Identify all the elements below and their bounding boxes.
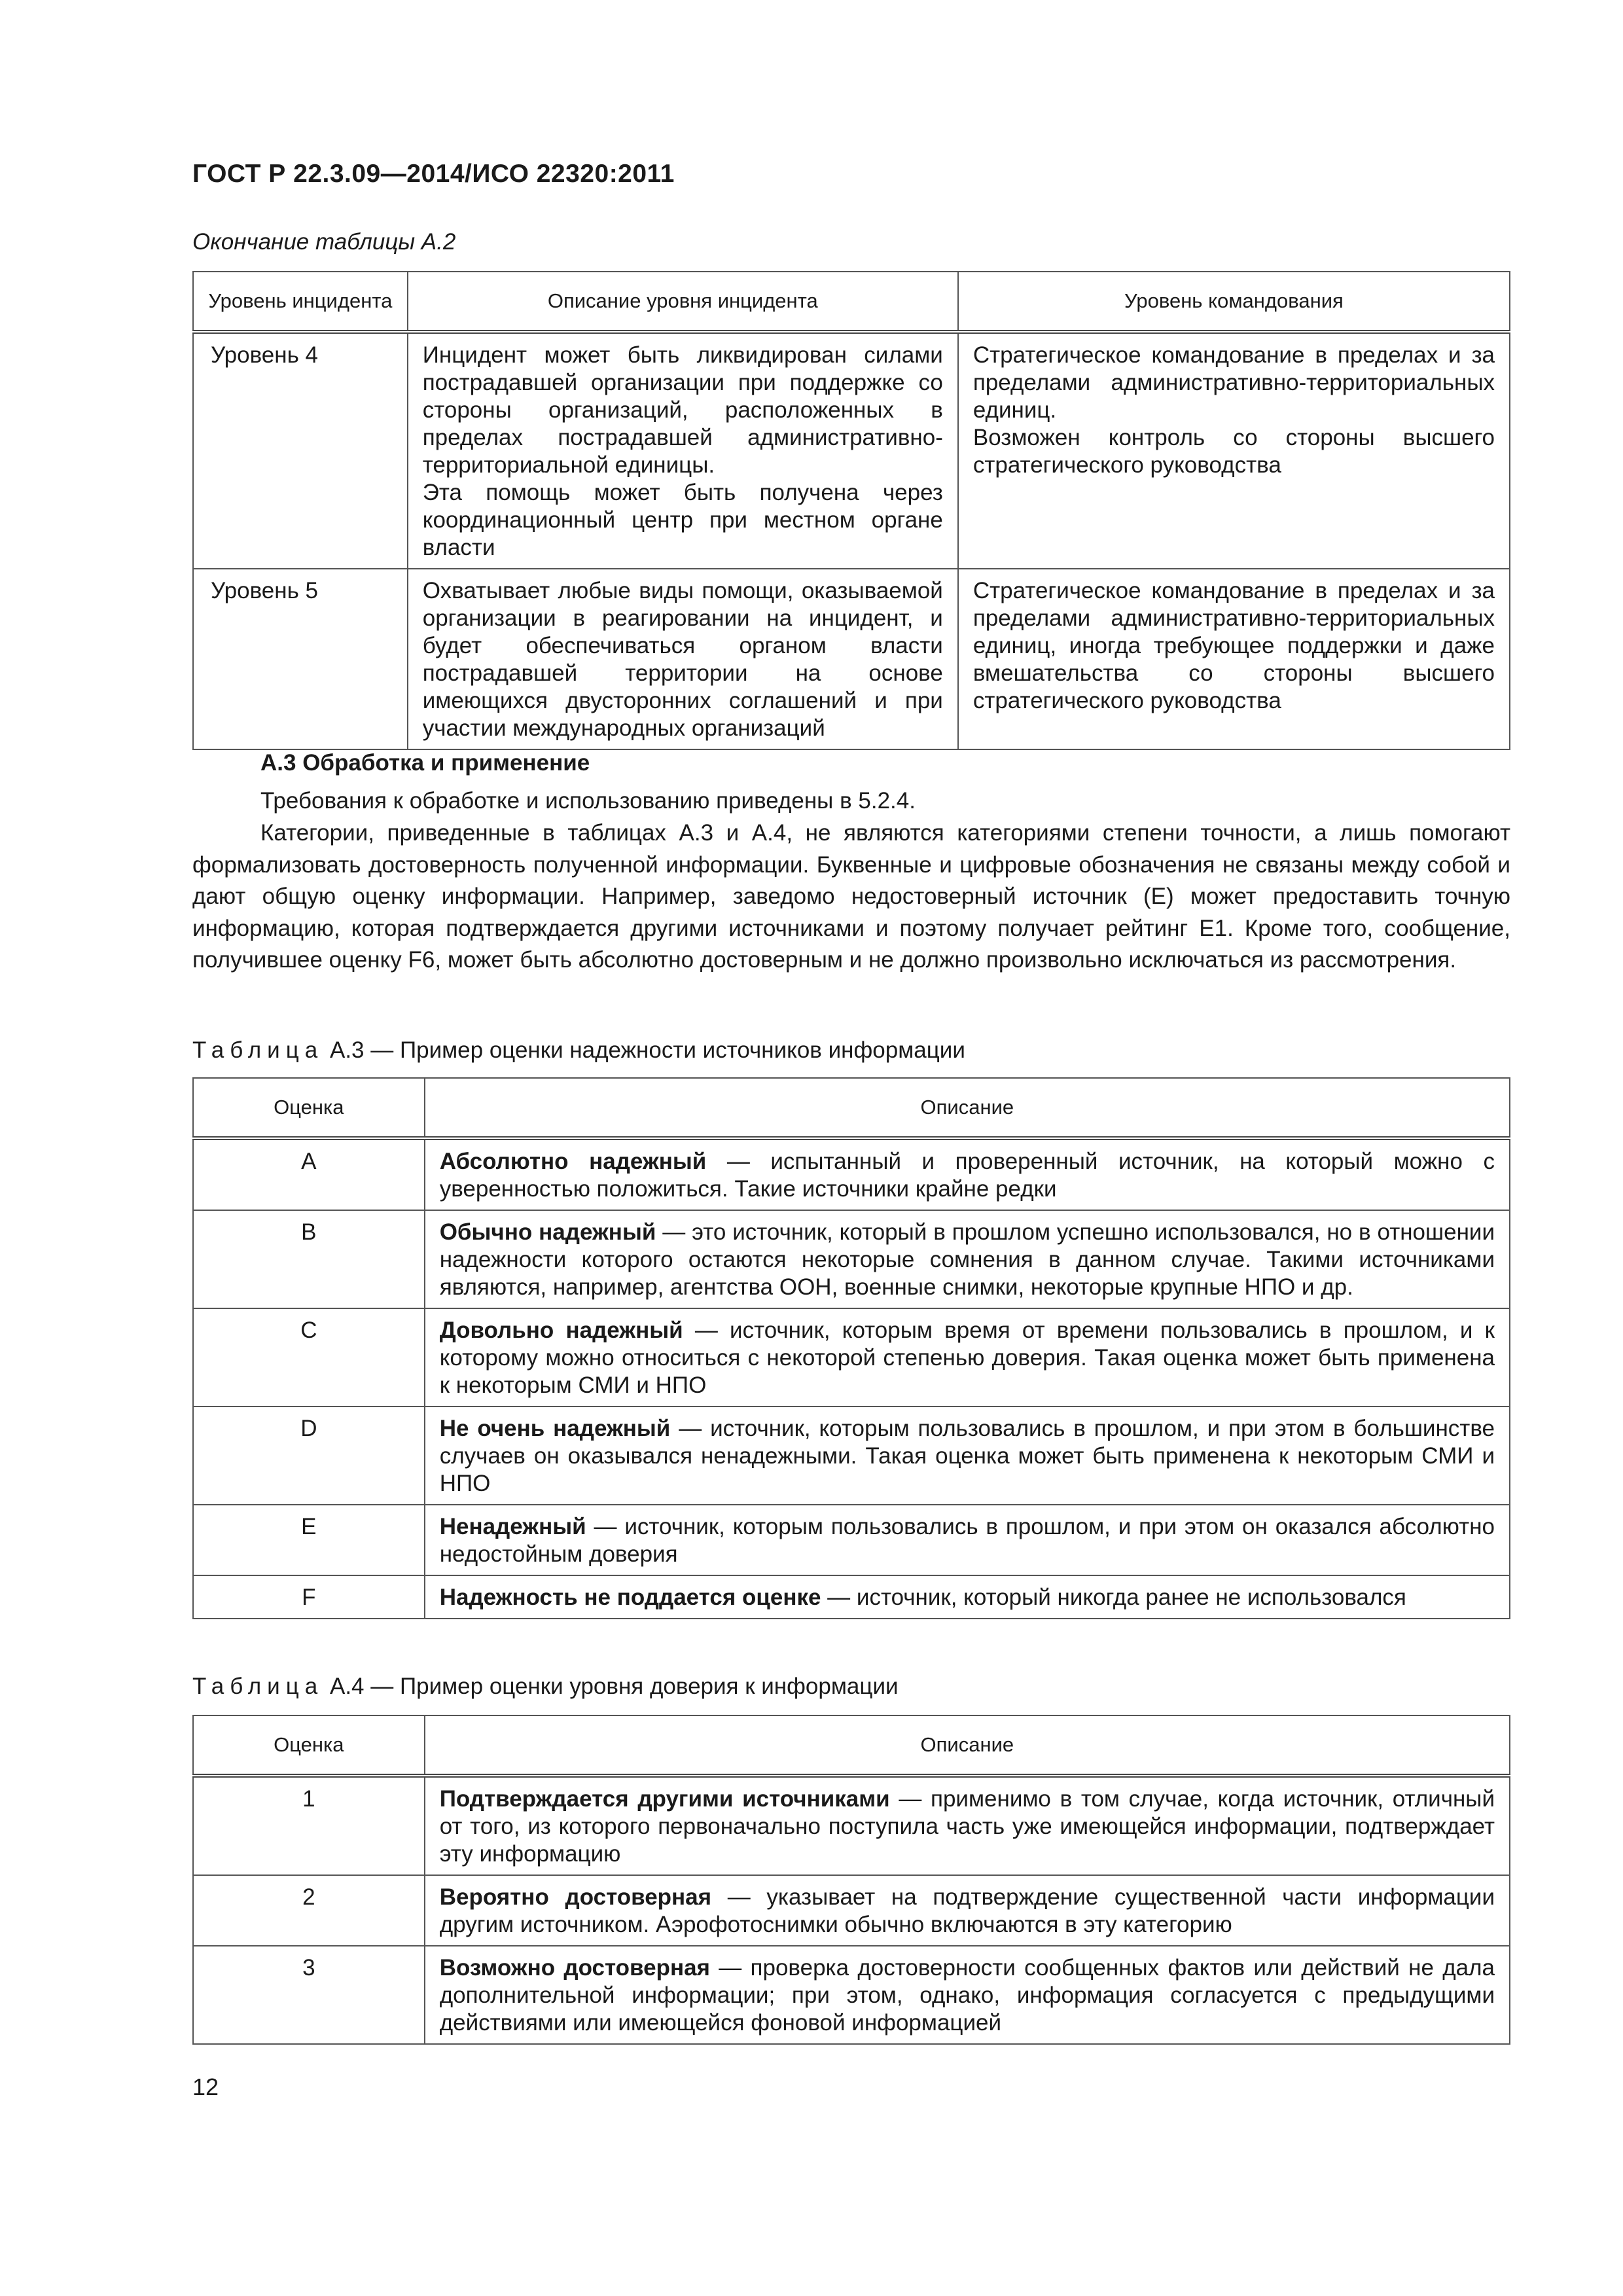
term: Подтверждается другими источниками xyxy=(439,1786,890,1812)
column-header: Оценка xyxy=(193,1078,425,1138)
column-header: Описание уровня инцидента xyxy=(408,272,958,332)
table-a3-caption xyxy=(192,1037,965,1064)
table-header-row xyxy=(193,1715,1510,1776)
table-caption-text: А.4 — Пример оценки уровня доверия к информации xyxy=(329,1674,899,1699)
table-row xyxy=(193,332,1510,569)
description-cell xyxy=(425,1308,1510,1407)
grade-cell: 2 xyxy=(193,1875,425,1946)
grade-cell: F xyxy=(193,1575,425,1619)
table-a2 xyxy=(192,271,1510,750)
paragraph: Категории, приведенные в таблицах А.3 и А.4, не являются категориями степени точности, а лишь помогают формализовать достоверность полученной информации. Буквенные и цифровые обозначения не связаны между собой и дают общую оценку информации. Например, заведомо недостоверный источник (Е) может предоставить точную информацию, которая подтверждается другими источниками и поэтому получает рейтинг Е1. Кроме того, сообщение, получившее оценку F6, может быть абсолютно достоверным и не должно произвольно исключаться из рассмотрения. xyxy=(192,820,1510,973)
definition: — применимо в том случае, когда источник, отличный от того, из которого первоначально поступила часть уже имеющейся информации, подтверждает эту информацию xyxy=(439,1786,1495,1867)
description-text: Инцидент может быть ликвидирован силами пострадавшей организации при поддержке со стороны организаций, расположенных в пределах пострадавшей административно-территориальной единицы. xyxy=(422,342,943,478)
term: Вероятно достоверная xyxy=(439,1884,712,1910)
description-cell xyxy=(425,1776,1510,1875)
description-cell xyxy=(425,1875,1510,1946)
table-a3 xyxy=(192,1077,1510,1619)
term: Обычно надежный xyxy=(439,1219,656,1245)
definition: — испытанный и проверенный источник, на который можно с уверенностью положиться. Такие источники крайне редки xyxy=(439,1149,1495,1202)
definition: — источник, которым пользовались в прошлом, и при этом он оказался абсолютно недостойным доверия xyxy=(439,1514,1495,1567)
description-cell xyxy=(425,1946,1510,2044)
level-cell: Уровень 5 xyxy=(193,569,408,749)
grade-cell: С xyxy=(193,1308,425,1407)
term: Довольно надежный xyxy=(439,1318,683,1343)
term: Абсолютно надежный xyxy=(439,1149,707,1174)
column-header: Описание xyxy=(425,1078,1510,1138)
description-cell xyxy=(425,1210,1510,1308)
description-text: Эта помощь может быть получена через координационный центр при местном органе власти xyxy=(422,480,943,560)
command-cell: Стратегическое командование в пределах и за пределами административно-территориальных единиц, иногда требующее поддержки и даже вмешательства со стороны высшего стратегического руководства xyxy=(958,569,1510,749)
table-row xyxy=(193,569,1510,749)
command-cell xyxy=(958,332,1510,569)
definition: — это источник, который в прошлом успешно использовался, но в отношении надежности которого остаются некоторые сомнения в данном случае. Такими источниками являются, например, агентства ООН, военные снимки, некоторые крупные НПО и др. xyxy=(439,1219,1495,1300)
term: Надежность не поддается оценке xyxy=(439,1585,821,1610)
table-row xyxy=(193,1407,1510,1505)
table-header-row xyxy=(193,1078,1510,1138)
paragraph: Требования к обработке и использованию приведены в 5.2.4. xyxy=(260,788,916,814)
table-row xyxy=(193,1210,1510,1308)
grade-cell: D xyxy=(193,1407,425,1505)
command-text: Стратегическое командование в пределах и за пределами административно-территориальных единиц. xyxy=(972,342,1495,423)
term: Возможно достоверная xyxy=(439,1955,710,1981)
definition: — источник, которым пользовались в прошлом, и при этом в большинстве случаев он оказывался ненадежными. Такая оценка может быть применена к некоторым СМИ и НПО xyxy=(439,1416,1495,1496)
table-caption-label: Таблица xyxy=(192,1037,324,1063)
table-a4-caption xyxy=(192,1674,899,1700)
table-row xyxy=(193,1946,1510,2044)
description-cell xyxy=(425,1505,1510,1575)
description-cell: Охватывает любые виды помощи, оказываемой организации в реагировании на инцидент, и будет обеспечиваться органом власти пострадавшей территории на основе имеющихся двусторонних соглашений и при участии международных организаций xyxy=(408,569,958,749)
column-header: Уровень командования xyxy=(958,272,1510,332)
table-a4 xyxy=(192,1715,1510,2045)
table-row xyxy=(193,1575,1510,1619)
description-cell xyxy=(425,1575,1510,1619)
table-a2-caption: Окончание таблицы А.2 xyxy=(192,229,456,255)
table-row xyxy=(193,1308,1510,1407)
page-number: 12 xyxy=(192,2073,219,2100)
section-title: А.3 Обработка и применение xyxy=(260,750,590,776)
command-text: Возможен контроль со стороны высшего стратегического руководства xyxy=(972,425,1495,478)
document-header: ГОСТ Р 22.3.09—2014/ИСО 22320:2011 xyxy=(192,160,675,188)
definition: — указывает на подтверждение существенной части информации другим источником. Аэрофотоснимки обычно включаются в эту категорию xyxy=(439,1884,1495,1937)
definition: — источник, которым время от времени пользовались в прошлом, и к которому можно относиться с некоторой степенью доверия. Такая оценка может быть применена к некоторым СМИ и НПО xyxy=(439,1318,1495,1398)
definition: — источник, который никогда ранее не использовался xyxy=(821,1585,1406,1610)
table-row xyxy=(193,1875,1510,1946)
grade-cell: 1 xyxy=(193,1776,425,1875)
grade-cell: А xyxy=(193,1138,425,1210)
grade-cell: Е xyxy=(193,1505,425,1575)
table-header-row xyxy=(193,272,1510,332)
column-header: Описание xyxy=(425,1715,1510,1776)
grade-cell: 3 xyxy=(193,1946,425,2044)
grade-cell: В xyxy=(193,1210,425,1308)
description-cell xyxy=(408,332,958,569)
description-cell xyxy=(425,1407,1510,1505)
column-header: Уровень инцидента xyxy=(193,272,408,332)
term: Ненадежный xyxy=(439,1514,586,1539)
description-cell xyxy=(425,1138,1510,1210)
table-row xyxy=(193,1138,1510,1210)
level-cell: Уровень 4 xyxy=(193,332,408,569)
table-caption-text: А.3 — Пример оценки надежности источников информации xyxy=(329,1037,965,1063)
term: Не очень надежный xyxy=(439,1416,671,1441)
column-header: Оценка xyxy=(193,1715,425,1776)
definition: — проверка достоверности сообщенных фактов или действий не дала дополнительной информации; при этом, однако, информация согласуется с предыдущими действиями или имеющейся фоновой информацией xyxy=(439,1955,1495,2036)
table-row xyxy=(193,1505,1510,1575)
table-row xyxy=(193,1776,1510,1875)
table-caption-label: Таблица xyxy=(192,1674,324,1699)
